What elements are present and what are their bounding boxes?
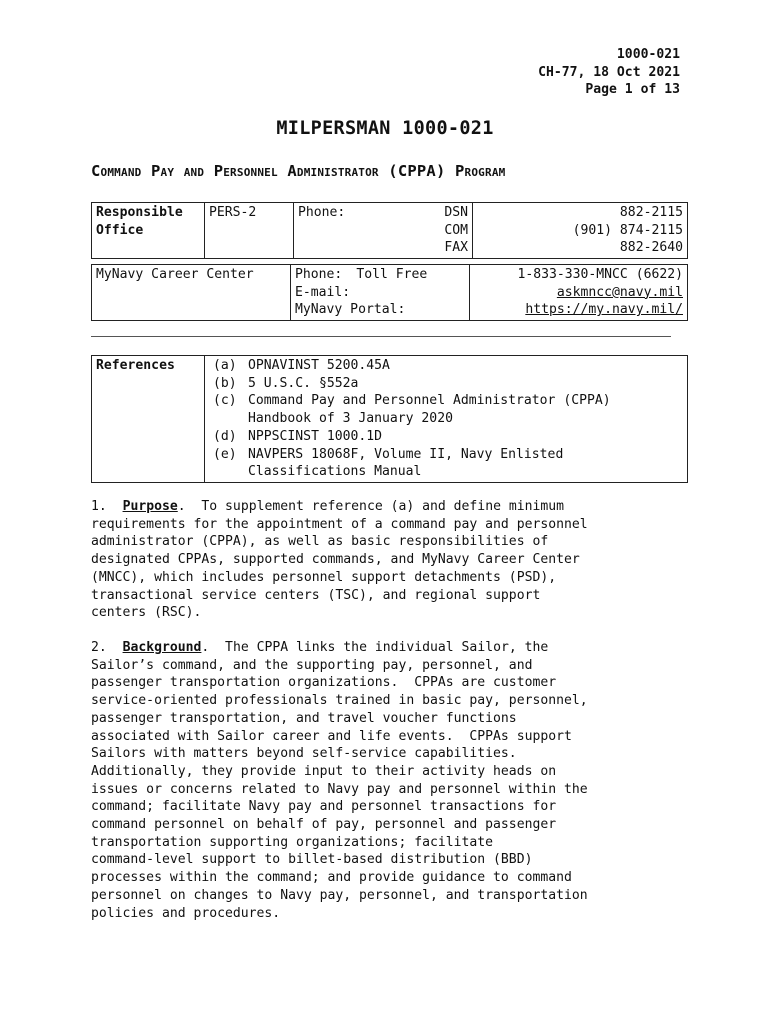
paragraph-line: passenger transportation, and travel voucher functions — [91, 710, 517, 726]
paragraph-purpose — [91, 498, 691, 622]
reference-text: NPPSCINST 1000.1D — [248, 428, 383, 444]
paragraph-first-line: . To supplement reference (a) and define minimum — [177, 499, 565, 514]
paragraph-first-line: . The CPPA links the individual Sailor, the — [201, 640, 549, 655]
doc-number: 1000-021 — [616, 47, 680, 62]
reference-letter: (e) — [213, 446, 237, 462]
reference-letter: (c) — [213, 393, 237, 409]
page-number: Page 1 of 13 — [585, 82, 680, 98]
phone-type-dsn: DSN — [444, 205, 468, 220]
reference-text: 5 U.S.C. §552a — [248, 375, 359, 391]
paragraph-line: service-oriented professionals trained in basic pay, personnel, — [91, 693, 588, 709]
reference-letter: (b) — [213, 375, 237, 391]
reference-text: Command Pay and Personnel Administrator (CPPA) — [248, 393, 611, 409]
paragraph-line: transactional service centers (TSC), and regional support — [91, 587, 541, 603]
paragraph-heading: Purpose — [122, 499, 178, 514]
phone-fax: 882-2640 — [619, 240, 683, 256]
change-date: CH-77, 18 Oct 2021 — [538, 64, 680, 80]
mncc-contact-table — [91, 264, 688, 321]
office-org: PERS-2 — [205, 203, 294, 259]
mncc-phone-label: Phone: — [295, 267, 343, 282]
reference-item — [213, 357, 683, 375]
paragraph-line: personnel on changes to Navy pay, personnel, and transportation — [91, 887, 588, 903]
paragraph-line: transportation supporting organizations; facilitate — [91, 834, 494, 850]
paragraph-line: command personnel on behalf of pay, personnel and passenger — [91, 817, 557, 833]
paragraph-number: 1. — [91, 499, 107, 514]
reference-text: NAVPERS 18068F, Volume II, Navy Enlisted — [248, 446, 564, 462]
paragraph-line: administrator (CPPA), as well as basic responsibilities of — [91, 534, 549, 550]
reference-text: Classifications Manual — [248, 464, 422, 480]
reference-item — [213, 410, 683, 428]
phone-types-cell — [294, 203, 473, 259]
responsible-office-table — [91, 202, 688, 259]
reference-item — [213, 375, 683, 393]
paragraph-line: centers (RSC). — [91, 605, 202, 621]
reference-letter: (d) — [213, 428, 237, 444]
paragraph-line: passenger transportation organizations. CPPAs are customer — [91, 675, 557, 691]
page-subtitle: Command Pay and Personnel Administrator (CPPA) Program — [91, 162, 506, 180]
reference-item — [213, 463, 683, 481]
paragraph-line: issues or concerns related to Navy pay and personnel within the — [91, 781, 588, 797]
phone-type-fax: FAX — [444, 240, 468, 256]
paragraph-line: Sailors with matters beyond self-service capabilities. — [91, 746, 517, 762]
phone-dsn: 882-2115 — [619, 205, 683, 220]
paragraph-background — [91, 639, 691, 922]
divider — [91, 336, 671, 337]
reference-letter — [213, 410, 248, 428]
paragraph-line: command-level support to billet-based distribution (BBD) — [91, 852, 533, 868]
phone-label: Phone: — [298, 205, 346, 220]
paragraph-line: Additionally, they provide input to their activity heads on — [91, 763, 557, 779]
references-label: References — [92, 356, 205, 483]
paragraph-line: command; facilitate Navy pay and personnel transactions for — [91, 799, 557, 815]
mncc-portal-label: MyNavy Portal: — [295, 302, 406, 318]
paragraph-line: designated CPPAs, supported commands, and MyNavy Career Center — [91, 552, 580, 568]
paragraph-line: (MNCC), which includes personnel support detachments (PSD), — [91, 569, 557, 585]
references-list — [205, 356, 688, 483]
mncc-name: MyNavy Career Center — [92, 265, 291, 321]
page-title: MILPERSMAN 1000-021 — [276, 118, 494, 139]
mncc-phone: 1-833-330-MNCC (6622) — [517, 267, 683, 282]
document-header — [538, 46, 680, 99]
reference-item — [213, 428, 683, 446]
paragraph-number: 2. — [91, 640, 107, 655]
phone-numbers-cell — [473, 203, 688, 259]
paragraph-line: policies and procedures. — [91, 905, 281, 921]
paragraph-line: processes within the command; and provide guidance to command — [91, 870, 572, 886]
mncc-values-cell — [470, 265, 688, 321]
mncc-email-link[interactable]: askmncc@navy.mil — [556, 284, 683, 300]
phone-type-com: COM — [444, 222, 468, 238]
references-table — [91, 355, 688, 483]
reference-letter: (a) — [213, 358, 237, 373]
reference-item — [213, 446, 683, 464]
reference-letter — [213, 463, 248, 481]
mncc-labels-cell — [291, 265, 470, 321]
reference-text: OPNAVINST 5200.45A — [248, 358, 390, 373]
paragraph-line: Sailor’s command, and the supporting pay, personnel, and — [91, 657, 533, 673]
mncc-portal-link[interactable]: https://my.navy.mil/ — [525, 302, 683, 318]
paragraph-line: associated with Sailor career and life events. CPPAs support — [91, 728, 572, 744]
paragraph-heading: Background — [122, 640, 202, 655]
mncc-phone-type: Toll Free — [356, 267, 428, 282]
phone-com: (901) 874-2115 — [572, 222, 683, 238]
responsible-office-label: Responsible Office — [92, 203, 205, 259]
mncc-email-label: E-mail: — [295, 284, 351, 300]
reference-item — [213, 392, 683, 410]
paragraph-line: requirements for the appointment of a command pay and personnel — [91, 516, 588, 532]
reference-text: Handbook of 3 January 2020 — [248, 411, 453, 427]
